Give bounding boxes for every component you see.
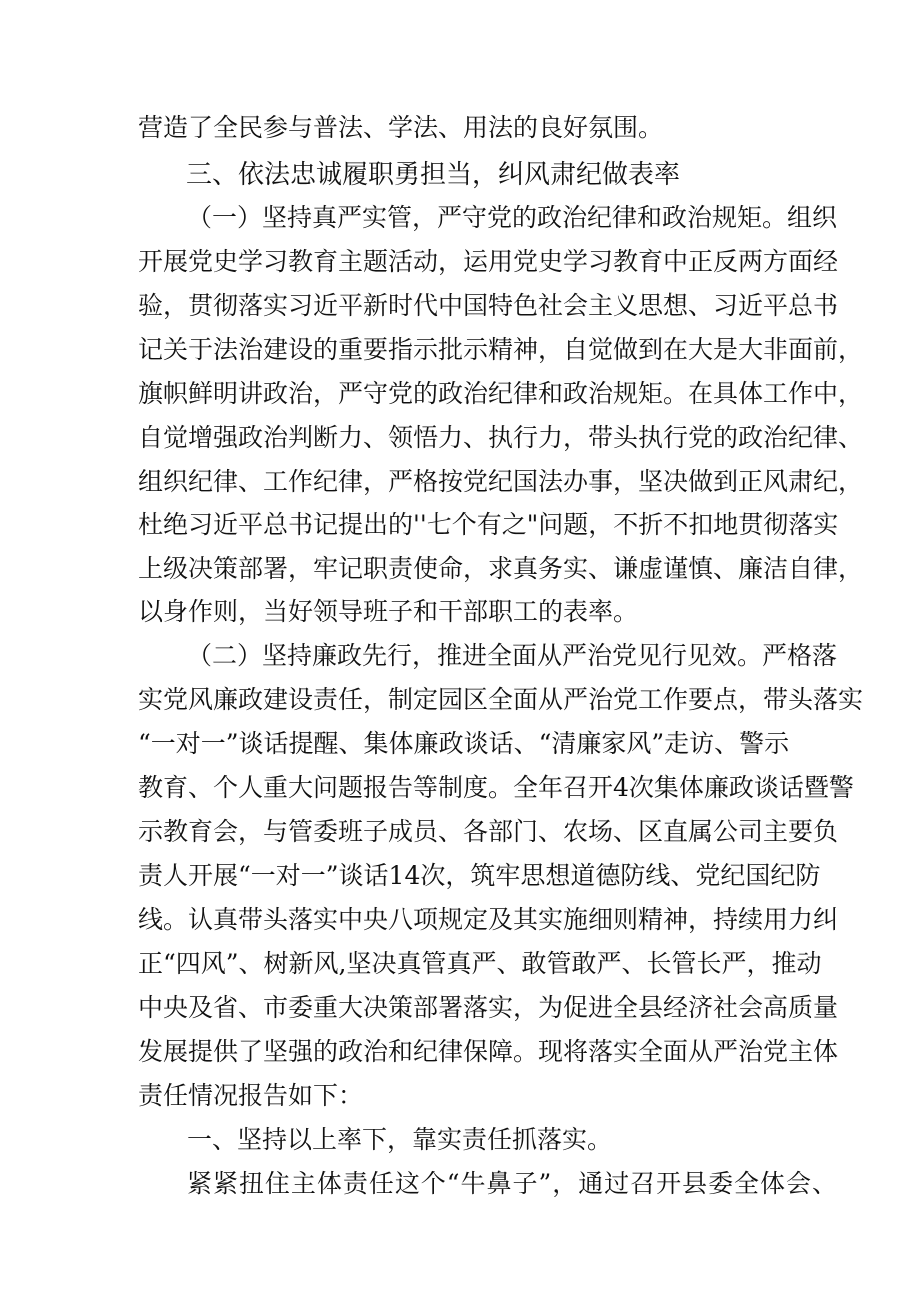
paragraph-line: 记关于法治建设的重要指示批示精神，自觉做到在大是大非面前， bbox=[138, 335, 864, 364]
paragraph-line: 中央及省、市委重大决策部署落实，为促进全县经济社会高质量 bbox=[138, 993, 839, 1022]
paragraph-line: “一对一”谈话提醒、集体廉政谈话、“清廉家风”走访、警示 bbox=[138, 729, 790, 758]
paragraph-line: 组织纪律、工作纪律，严格按党纪国法办事，坚决做到正风肃纪， bbox=[138, 467, 864, 496]
paragraph-line: 上级决策部署，牢记职责使命，求真务实、谦虚谨慎、廉洁自律， bbox=[138, 554, 864, 583]
paragraph-line: 正“四风”、树新风,坚决真管真严、敢管敢严、长管长严，推动 bbox=[138, 949, 822, 978]
paragraph-line: 示教育会，与管委班子成员、各部门、农场、区直属公司主要负 bbox=[138, 817, 839, 846]
paragraph-line: 旗帜鲜明讲政治，严守党的政治纪律和政治规矩。在具体工作中， bbox=[138, 379, 864, 408]
paragraph-line: 发展提供了坚强的政治和纪律保障。现将落实全面从严治党主体 bbox=[138, 1037, 839, 1066]
paragraph-line: 实党风廉政建设责任，制定园区全面从严治党工作要点，带头落实 bbox=[138, 685, 864, 714]
paragraph-line: 线。认真带头落实中央八项规定及其实施细则精神，持续用力纠 bbox=[138, 905, 839, 934]
paragraph-line: （一）坚持真严实管，严守党的政治纪律和政治规矩。组织 bbox=[187, 203, 838, 232]
paragraph-line: 以身作则，当好领导班子和干部职工的表率。 bbox=[138, 597, 639, 626]
paragraph-line: 责人开展“一对一”谈话14次，筑牢思想道德防线、党纪国纪防 bbox=[138, 861, 821, 890]
paragraph-line: 教育、个人重大问题报告等制度。全年召开4次集体廉政谈话暨警 bbox=[138, 773, 854, 802]
section-heading: 三、依法忠诚履职勇担当，纠风肃纪做表率 bbox=[186, 160, 681, 190]
paragraph-line: 紧紧扭住主体责任这个“牛鼻子”，通过召开县委全体会、 bbox=[187, 1169, 837, 1198]
paragraph-line: 杜绝习近平总书记提出的''七个有之"问题，不折不扣地贯彻落实 bbox=[138, 510, 839, 539]
paragraph-line: 自觉增强政治判断力、领悟力、执行力，带头执行党的政治纪律、 bbox=[138, 423, 864, 452]
paragraph-line: 验，贯彻落实习近平新时代中国特色社会主义思想、习近平总书 bbox=[138, 291, 839, 320]
paragraph-line: 营造了全民参与普法、学法、用法的良好氛围。 bbox=[138, 113, 664, 142]
paragraph-line: 责任情况报告如下： bbox=[138, 1081, 364, 1110]
paragraph-line: （二）坚持廉政先行，推进全面从严治党见行见效。严格落 bbox=[187, 641, 838, 670]
subsection-heading: 一、坚持以上率下，靠实责任抓落实。 bbox=[187, 1125, 613, 1154]
paragraph-line: 开展党史学习教育主题活动，运用党史学习教育中正反两方面经 bbox=[138, 247, 839, 276]
